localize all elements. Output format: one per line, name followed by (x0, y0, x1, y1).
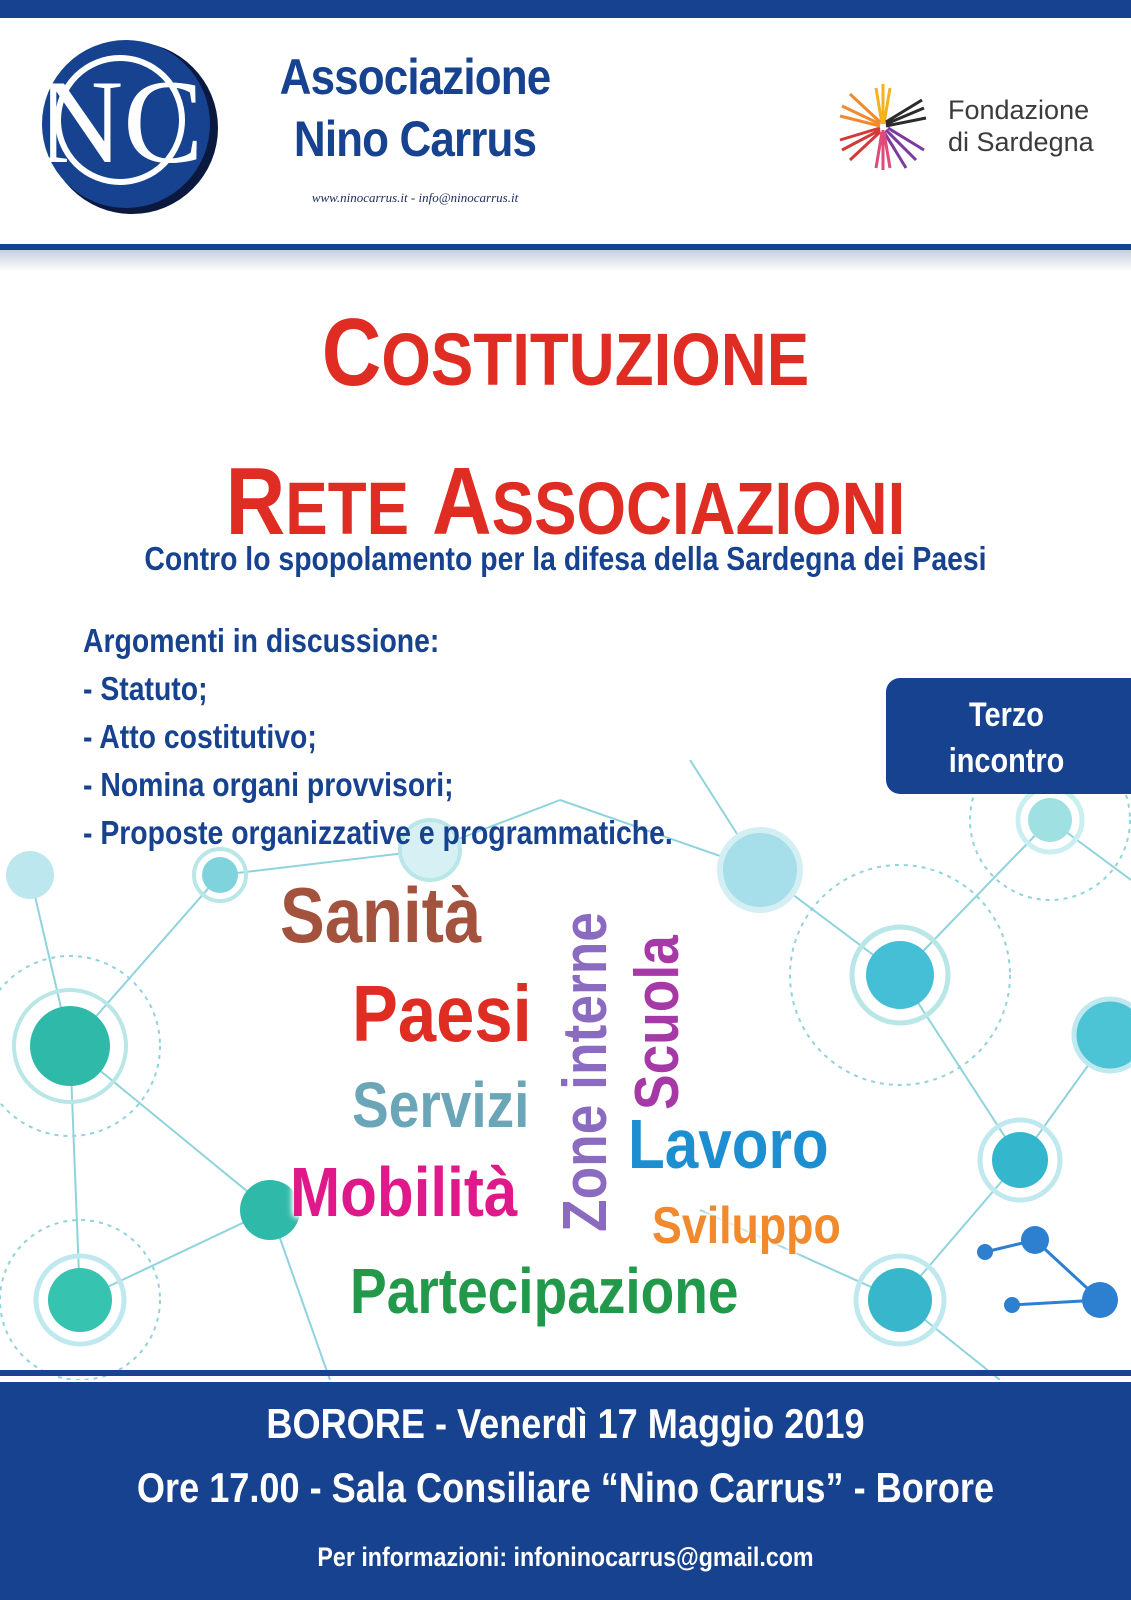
topic-item: - Proposte organizzative e programmatiche. (83, 814, 673, 851)
topics-list (83, 617, 673, 857)
title-rest-ostituzione: OSTITUZIONE (381, 318, 810, 401)
association-name-line1: Associazione (279, 49, 551, 105)
main-title-line1 (79, 282, 1052, 431)
fondazione-name-line2: di Sardegna (948, 127, 1094, 157)
topic-item: - Statuto; (83, 670, 208, 707)
word-servizi: Servizi (352, 1069, 530, 1141)
word-mobilita: Mobilità (290, 1153, 518, 1231)
word-cloud (260, 870, 880, 1350)
fondazione-name-line1: Fondazione (948, 95, 1090, 125)
logo-letters: NC (36, 55, 204, 188)
contact-info: Per informazioni: infoninocarrus@gmail.com (317, 1542, 814, 1572)
word-paesi: Paesi (352, 969, 532, 1058)
topic-item: - Nomina organi provvisori; (83, 766, 454, 803)
event-date: BORORE - Venerdì 17 Maggio 2019 (266, 1400, 865, 1447)
footer-divider (0, 1370, 1131, 1376)
word-scuola: Scuola (623, 935, 692, 1110)
event-time-place: Ore 17.00 - Sala Consiliare “Nino Carrus” - Borore (136, 1464, 995, 1511)
footer (0, 1382, 1131, 1600)
title-rest-ete: ETE (285, 467, 410, 550)
nino-carrus-logo-icon (36, 36, 220, 218)
word-sviluppo: Sviluppo (652, 1197, 841, 1255)
title-rest-ssociazioni: SSOCIAZIONI (491, 467, 906, 550)
word-partecipazione: Partecipazione (350, 1255, 739, 1327)
badge-line2: incontro (948, 742, 1065, 780)
badge-line1: Terzo (969, 696, 1044, 734)
word-zone-interne: Zone interne (551, 912, 620, 1232)
title-initial-a: A (431, 448, 492, 555)
meeting-badge (886, 678, 1131, 794)
topic-item: - Atto costitutivo; (83, 718, 317, 755)
word-lavoro: Lavoro (628, 1105, 829, 1183)
title-initial-r: R (225, 448, 286, 555)
title-initial-c: C (321, 299, 382, 406)
association-contact: www.ninocarrus.it - info@ninocarrus.it (311, 190, 519, 205)
main-title (79, 282, 1052, 580)
subtitle: Contro lo spopolamento per la difesa della Sardegna dei Paesi (144, 540, 987, 577)
header (0, 18, 1131, 244)
top-bar (0, 0, 1131, 18)
meeting-badge-text (900, 692, 1113, 784)
word-sanita: Sanità (280, 871, 482, 959)
header-shadow (0, 250, 1131, 272)
fondazione-star-logo-icon (836, 80, 930, 174)
fondazione-name (948, 94, 1094, 158)
association-name (252, 46, 578, 170)
association-name-line2: Nino Carrus (293, 111, 537, 167)
topics-heading: Argomenti in discussione: (83, 622, 440, 659)
